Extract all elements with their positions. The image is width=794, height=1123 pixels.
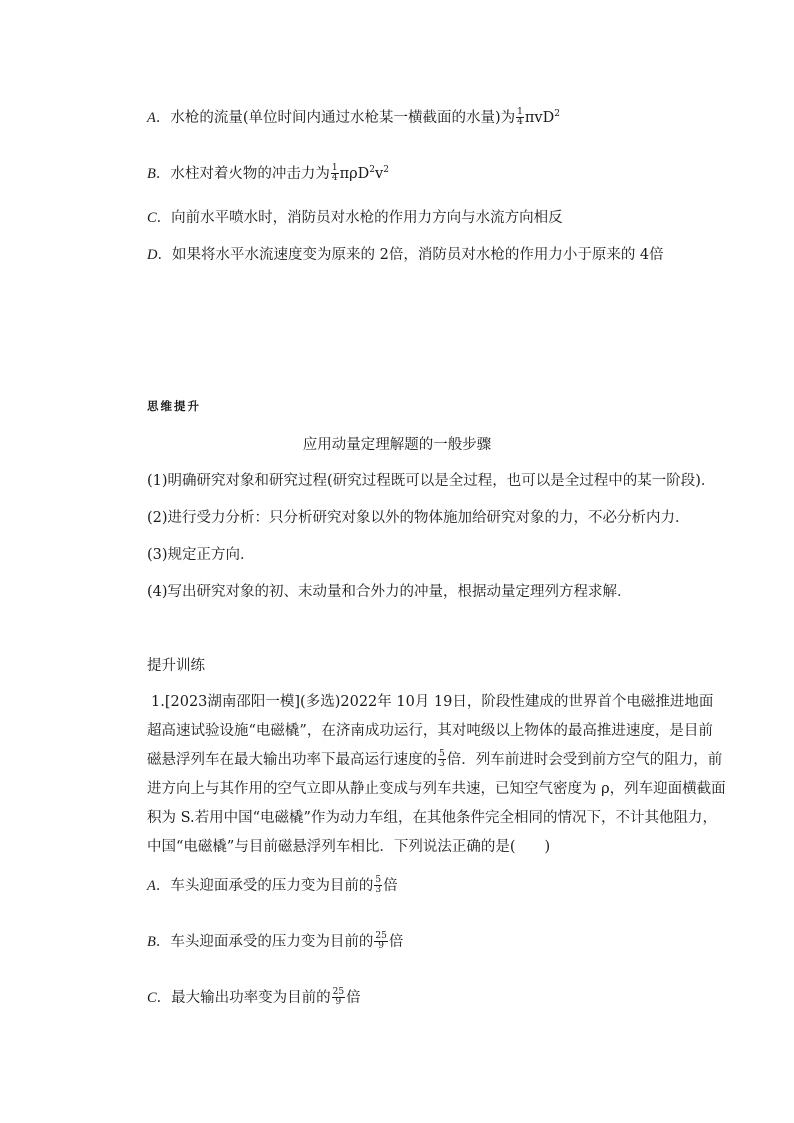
step-2: (2)进行受力分析：只分析研究对象以外的物体施加给研究对象的力，不必分析内力． <box>147 510 690 526</box>
fraction: $\frac{1}{4}$ <box>331 162 338 183</box>
question-line: 进方向上与其作用的空气立即从静止变成与列车共速，已知空气密度为 ρ，列车迎面横截面 <box>147 781 726 797</box>
option-a-top: A．水枪的流量(单位时间内通过水枪某一横截面的水量)为 $\frac{1}{4}$ πvD$^2$ <box>147 106 560 127</box>
fraction: $\frac{5}{3}$ <box>375 874 382 895</box>
training-heading: 提升训练 <box>147 658 205 674</box>
question-line: 磁悬浮列车在最大输出功率下最高运行速度的 $\frac{5}{3}$ 倍．列车前进时会受到前方空气的阻力，前 <box>147 748 723 769</box>
option-label: C <box>147 990 157 1006</box>
option-a: A．车头迎面承受的压力变为目前的 $\frac{5}{3}$ 倍 <box>147 874 398 895</box>
step-4: (4)写出研究对象的初、末动量和合外力的冲量，根据动量定理列方程求解． <box>147 584 632 600</box>
option-text: ．如果将水平水流速度变为原来的 2倍，消防员对水枪的作用力小于原来的 4倍 <box>157 247 664 263</box>
option-label: A <box>147 110 156 126</box>
question-line: 1.[2023湖南邵阳一模](多选)2022年 10月 19日，阶段性建成的世界首个电磁推进地面 <box>151 694 714 710</box>
option-label: B <box>147 934 156 950</box>
fraction: $\frac{25}{9}$ <box>332 986 345 1007</box>
fraction: $\frac{25}{9}$ <box>375 930 387 951</box>
question-line: 积为 S.若用中国“电磁橇”作为动力车组，在其他条件完全相同的情况下，不计其他阻力， <box>147 810 717 826</box>
option-b: B．车头迎面承受的压力变为目前的 $\frac{25}{9}$ 倍 <box>147 930 404 951</box>
option-label: A <box>147 878 156 894</box>
option-label: D <box>147 247 158 263</box>
option-text: ．水柱对着火物的冲击力为 <box>155 166 330 182</box>
fraction: $\frac{5}{3}$ <box>439 748 445 769</box>
option-b-top: B．水柱对着火物的冲击力为 $\frac{1}{4}$ $\pi\rho D^2v^2$ <box>147 162 389 183</box>
step-3: (3)规定正方向． <box>147 547 255 563</box>
option-c: C．最大输出功率变为目前的 $\frac{25}{9}$ 倍 <box>147 986 361 1007</box>
section-title: 应用动量定理解题的一般步骤 <box>302 437 492 453</box>
question-1 <box>147 692 726 866</box>
fraction: $\frac{1}{4}$ <box>517 106 523 127</box>
question-line: 中国“电磁橇”与目前磁悬浮列车相比．下列说法正确的是( ) <box>147 839 551 855</box>
option-c-top <box>147 208 563 228</box>
option-text: ．向前水平喷水时，消防员对水枪的作用力方向与水流方向相反 <box>156 210 563 226</box>
section-small-title: 思维提升 <box>147 399 201 413</box>
option-label: C <box>147 210 157 226</box>
option-label: B <box>147 166 156 182</box>
option-d-top <box>147 245 664 265</box>
step-1: (1)明确研究对象和研究过程(研究过程既可以是全过程，也可以是全过程中的某一阶段)． <box>147 473 716 489</box>
option-text: ．水枪的流量(单位时间内通过水枪某一横截面的水量)为 <box>155 110 516 126</box>
question-line: 超高速试验设施“电磁橇”，在济南成功运行，其对吨级以上物体的最高推进速度，是目前 <box>147 723 713 739</box>
